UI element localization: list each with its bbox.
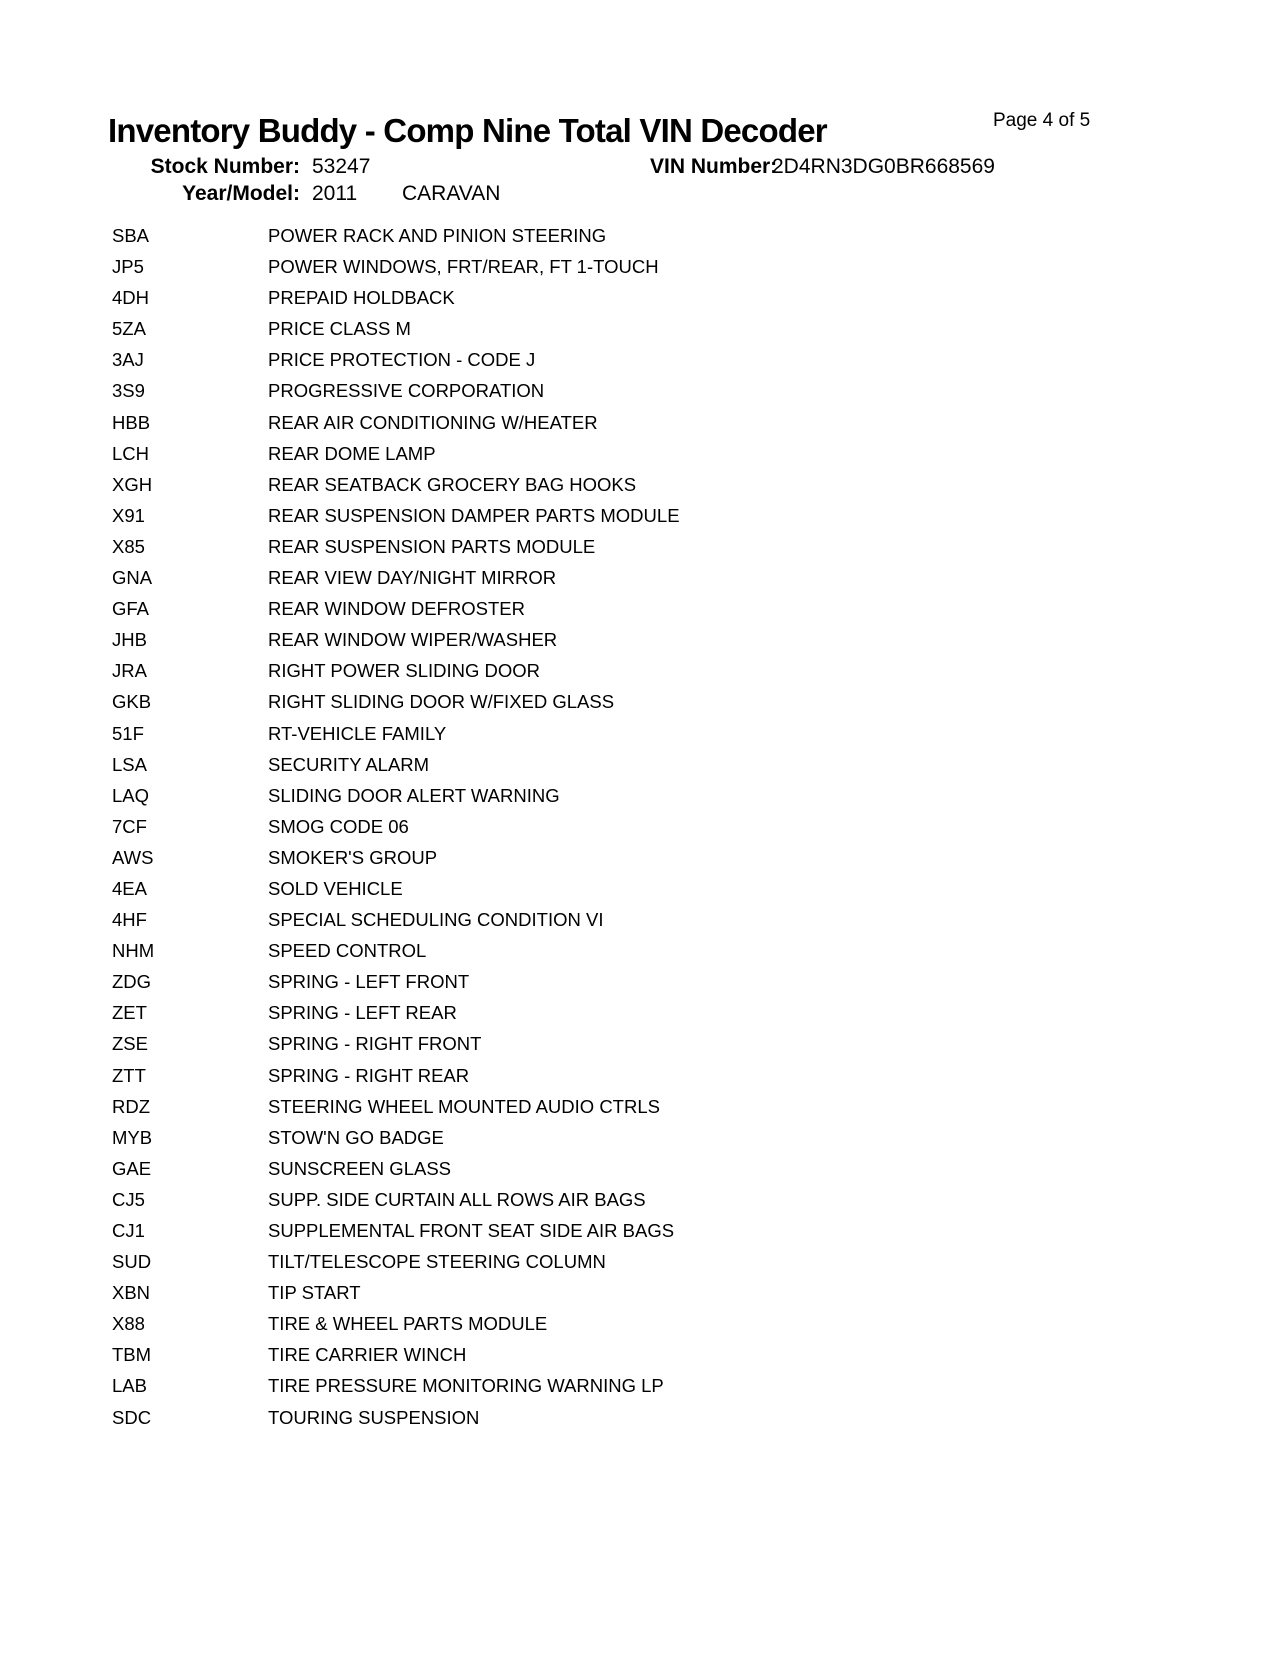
option-code-row	[112, 407, 1240, 438]
option-code-row	[112, 220, 1240, 251]
option-description: TILT/TELESCOPE STEERING COLUMN	[268, 1251, 606, 1273]
option-code: 5ZA	[112, 318, 146, 340]
vin-number-value: 2D4RN3DG0BR668569	[772, 155, 995, 178]
option-description: RIGHT POWER SLIDING DOOR	[268, 660, 541, 682]
option-description: STEERING WHEEL MOUNTED AUDIO CTRLS	[268, 1095, 660, 1117]
option-description: POWER RACK AND PINION STEERING	[268, 225, 607, 246]
option-code: SDC	[112, 1406, 152, 1428]
page-number: Page 4 of 5	[993, 110, 1091, 131]
option-description: PRICE CLASS M	[268, 318, 411, 340]
option-code: 4HF	[112, 909, 147, 931]
option-code-row	[112, 562, 1240, 593]
option-code-row	[112, 904, 1240, 935]
option-code-row	[112, 1215, 1240, 1246]
option-code-row	[112, 842, 1240, 873]
option-description: STOW'N GO BADGE	[268, 1126, 444, 1148]
option-code: GFA	[112, 598, 150, 620]
option-description: TIP START	[268, 1282, 361, 1304]
option-description: SUNSCREEN GLASS	[268, 1157, 451, 1179]
option-code-row	[112, 718, 1240, 749]
option-code-row	[112, 500, 1240, 531]
option-code-row	[112, 749, 1240, 780]
option-code: TBM	[112, 1344, 152, 1366]
vin-number-label: VIN Number:	[650, 155, 778, 178]
option-description: SUPP. SIDE CURTAIN ALL ROWS AIR BAGS	[268, 1188, 646, 1210]
option-description: REAR WINDOW WIPER/WASHER	[268, 629, 558, 651]
option-code: NHM	[112, 940, 155, 962]
option-code: ZTT	[112, 1064, 146, 1086]
option-code-row	[112, 686, 1240, 717]
option-description: PREPAID HOLDBACK	[268, 287, 455, 309]
option-code-row	[112, 531, 1240, 562]
option-code: JRA	[112, 660, 147, 682]
option-code: HBB	[112, 411, 151, 433]
option-code-row	[112, 1246, 1240, 1277]
option-description: PRICE PROTECTION - CODE J	[268, 349, 536, 371]
option-code: X88	[112, 1313, 145, 1335]
option-code: SBA	[112, 225, 150, 246]
option-code: 4DH	[112, 287, 150, 309]
option-code: ZDG	[112, 971, 152, 993]
option-code: LCH	[112, 442, 150, 464]
option-code-row	[112, 1277, 1240, 1308]
option-code: LSA	[112, 753, 147, 775]
stock-number-value: 53247	[312, 155, 371, 178]
option-description: SECURITY ALARM	[268, 753, 430, 775]
option-code-row	[112, 1122, 1240, 1153]
option-code: LAQ	[112, 784, 150, 806]
page-title: Inventory Buddy - Comp Nine Total VIN Decoder	[108, 112, 827, 149]
option-code-row	[112, 375, 1240, 406]
option-description: SMOKER'S GROUP	[268, 846, 438, 868]
option-code-row	[112, 655, 1240, 686]
option-description: SPRING - RIGHT REAR	[268, 1064, 470, 1086]
option-code: XGH	[112, 473, 153, 495]
option-description: SOLD VEHICLE	[268, 877, 403, 899]
option-description: REAR SUSPENSION PARTS MODULE	[268, 535, 596, 557]
option-code-row	[112, 313, 1240, 344]
model-value: CARAVAN	[402, 182, 501, 205]
option-code: 3AJ	[112, 349, 144, 371]
option-description: SUPPLEMENTAL FRONT SEAT SIDE AIR BAGS	[268, 1220, 675, 1241]
option-code: GAE	[112, 1157, 152, 1179]
option-code-row	[112, 1370, 1240, 1401]
option-code-row	[112, 1184, 1240, 1215]
option-description: SPECIAL SCHEDULING CONDITION VI	[268, 909, 604, 931]
option-description: SPRING - RIGHT FRONT	[268, 1033, 482, 1055]
option-code: JHB	[112, 629, 147, 651]
option-code-row	[112, 1028, 1240, 1059]
option-code-row	[112, 593, 1240, 624]
option-description: SPRING - LEFT FRONT	[268, 971, 470, 993]
option-code: CJ1	[112, 1220, 145, 1241]
option-description: SPEED CONTROL	[268, 940, 427, 962]
option-code-row	[112, 1402, 1240, 1433]
option-code-row	[112, 624, 1240, 655]
option-description: RIGHT SLIDING DOOR W/FIXED GLASS	[268, 691, 615, 713]
option-code: X85	[112, 535, 145, 557]
option-code-row	[112, 438, 1240, 469]
option-code: JP5	[112, 256, 144, 278]
option-code: ZSE	[112, 1033, 148, 1055]
option-description: SLIDING DOOR ALERT WARNING	[268, 784, 560, 806]
option-description: RT-VEHICLE FAMILY	[268, 722, 447, 744]
option-code-row	[112, 780, 1240, 811]
option-description: REAR WINDOW DEFROSTER	[268, 598, 525, 620]
option-code: RDZ	[112, 1095, 151, 1117]
option-code: CJ5	[112, 1188, 145, 1210]
option-description: SPRING - LEFT REAR	[268, 1002, 457, 1024]
option-code-row	[112, 935, 1240, 966]
option-code-row	[112, 1091, 1240, 1122]
option-description: REAR VIEW DAY/NIGHT MIRROR	[268, 567, 557, 589]
option-description: SMOG CODE 06	[268, 815, 409, 837]
option-description: TIRE CARRIER WINCH	[268, 1344, 467, 1366]
stock-number-label: Stock Number:	[150, 155, 300, 178]
option-description: REAR AIR CONDITIONING W/HEATER	[268, 411, 598, 433]
option-description: TIRE PRESSURE MONITORING WARNING LP	[268, 1375, 664, 1397]
option-code-row	[112, 1339, 1240, 1370]
option-description: POWER WINDOWS, FRT/REAR, FT 1-TOUCH	[268, 256, 659, 278]
option-code: XBN	[112, 1282, 151, 1304]
option-code: 4EA	[112, 877, 147, 899]
option-description: REAR DOME LAMP	[268, 442, 436, 464]
option-description: REAR SUSPENSION DAMPER PARTS MODULE	[268, 504, 680, 526]
option-description: TIRE & WHEEL PARTS MODULE	[268, 1313, 548, 1335]
option-code: MYB	[112, 1126, 153, 1148]
option-description: PROGRESSIVE CORPORATION	[268, 380, 545, 402]
option-code-row	[112, 1308, 1240, 1339]
option-code-row	[112, 997, 1240, 1028]
option-code: GKB	[112, 691, 152, 713]
option-description: REAR SEATBACK GROCERY BAG HOOKS	[268, 473, 637, 495]
option-code-row	[112, 344, 1240, 375]
option-code: 3S9	[112, 380, 145, 402]
option-code-row	[112, 811, 1240, 842]
option-code: AWS	[112, 846, 154, 868]
option-code: LAB	[112, 1375, 147, 1397]
year-model-label: Year/Model:	[182, 182, 300, 205]
option-code-row	[112, 251, 1240, 282]
option-code: GNA	[112, 567, 153, 589]
option-code-row	[112, 873, 1240, 904]
option-code: X91	[112, 504, 145, 526]
option-code-row	[112, 282, 1240, 313]
option-code-list	[112, 220, 1240, 1433]
option-code: 51F	[112, 722, 144, 744]
option-code-row	[112, 1060, 1240, 1091]
year-value: 2011	[312, 182, 358, 205]
option-code-row	[112, 1153, 1240, 1184]
option-code: ZET	[112, 1002, 147, 1024]
option-code-row	[112, 966, 1240, 997]
option-code: 7CF	[112, 815, 147, 837]
option-description: TOURING SUSPENSION	[268, 1406, 480, 1428]
option-code-row	[112, 469, 1240, 500]
option-code: SUD	[112, 1251, 152, 1273]
